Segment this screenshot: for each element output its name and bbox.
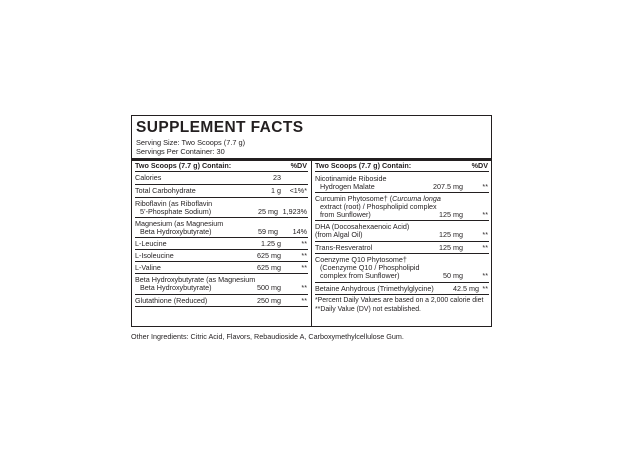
left-header-contains: Two Scoops (7.7 g) Contain:	[135, 161, 232, 170]
nutrient-name-line2: Beta Hydroxybutyrate)	[140, 283, 212, 292]
nutrient-name: Glutathione (Reduced)	[135, 295, 208, 305]
nutrient-amount: 1 g	[271, 186, 281, 195]
nutrient-amount: 50 mg	[443, 271, 463, 280]
nutrient-row	[315, 254, 489, 283]
nutrient-name: Trans-Resveratrol	[315, 243, 373, 252]
nutrient-name-line2: (from Algal Oil)	[315, 230, 363, 239]
nutrient-amount: 625 mg	[257, 251, 281, 260]
nutrient-row	[315, 221, 489, 242]
nutrient-name-line1: Nicotinamide Riboside	[315, 173, 387, 183]
panel-title: SUPPLEMENT FACTS	[136, 119, 304, 136]
column-divider	[311, 160, 312, 326]
nutrient-row	[135, 262, 308, 274]
nutrient-name-line1-prefix: Curcumin Phytosome† (	[315, 194, 393, 203]
nutrient-dv: **	[301, 295, 307, 305]
servings-per-container: Servings Per Container: 30	[136, 147, 225, 156]
other-ingredients: Other Ingredients: Citric Acid, Flavors, Rebaudioside A, Carboxymethylcellulose Gum.	[131, 332, 404, 341]
nutrient-dv: <1%*	[289, 186, 307, 195]
nutrient-amount: 625 mg	[257, 263, 281, 272]
nutrient-name: Betaine Anhydrous (Trimethylglycine)	[315, 283, 434, 293]
nutrient-dv: **	[482, 230, 488, 239]
nutrient-name-line3: from Sunflower)	[320, 210, 371, 219]
footnote-dv-not-established: **Daily Value (DV) not established.	[315, 305, 421, 313]
nutrient-name-line2: Beta Hydroxybutyrate)	[140, 226, 212, 236]
nutrient-amount: 207.5 mg	[433, 181, 463, 191]
nutrient-name-line3: complex from Sunflower)	[320, 271, 400, 280]
nutrient-row	[135, 218, 308, 239]
nutrient-name-line1: Beta Hydroxybutyrate (as Magnesium	[135, 275, 256, 284]
right-header-dv: %DV	[471, 161, 488, 170]
nutrient-name-line2: extract (root) / Phospholipid complex	[320, 202, 437, 211]
nutrient-row	[135, 185, 308, 198]
right-header	[315, 160, 489, 172]
nutrient-name: L-Isoleucine	[135, 251, 174, 260]
nutrient-amount: 23	[273, 173, 281, 182]
nutrient-dv: **	[482, 271, 488, 280]
nutrient-name: L-Leucine	[135, 239, 167, 248]
nutrient-dv: 14%	[292, 226, 307, 236]
nutrient-row	[135, 274, 308, 295]
serving-size: Serving Size: Two Scoops (7.7 g)	[136, 138, 246, 147]
right-header-contains: Two Scoops (7.7 g) Contain:	[315, 161, 412, 170]
nutrient-row	[315, 283, 489, 296]
nutrient-row	[135, 295, 308, 307]
nutrient-row	[315, 172, 489, 193]
nutrient-name-line2: (Coenzyme Q10 / Phospholipid	[320, 263, 420, 272]
nutrient-name: Calories	[135, 173, 162, 182]
nutrient-name-line1: Magnesium (as Magnesium	[135, 218, 224, 228]
nutrient-name: L-Valine	[135, 263, 161, 272]
nutrient-name-line1: Riboflavin (as Riboflavin	[135, 198, 213, 208]
nutrient-row	[135, 250, 308, 262]
nutrient-name-line1-italic: Curcuma longa	[392, 194, 441, 203]
nutrient-dv: **	[482, 210, 488, 219]
nutrient-amount: 500 mg	[257, 283, 281, 292]
nutrient-amount: 125 mg	[439, 243, 463, 252]
nutrient-name-line2: Hydrogen Malate	[320, 181, 375, 191]
nutrient-amount: 1.25 g	[261, 239, 281, 248]
nutrient-amount: 125 mg	[439, 210, 463, 219]
nutrient-name: Total Carbohydrate	[135, 186, 196, 195]
right-column	[315, 160, 489, 314]
nutrient-dv: **	[482, 283, 488, 293]
nutrient-dv: 1,923%	[282, 206, 307, 216]
footnote-dv-basis: *Percent Daily Values are based on a 2,000 calorie diet	[315, 297, 484, 304]
nutrient-amount: 125 mg	[439, 230, 463, 239]
left-header-dv: %DV	[290, 161, 307, 170]
nutrient-name-line2: 5’-Phosphate Sodium)	[140, 206, 212, 216]
nutrient-dv: **	[301, 239, 307, 248]
nutrient-name-line1: DHA (Docosahexaenoic Acid)	[315, 222, 410, 231]
nutrient-row	[315, 193, 489, 221]
nutrient-amount: 25 mg	[258, 206, 278, 216]
nutrient-dv: **	[301, 283, 307, 292]
left-column	[135, 160, 308, 307]
nutrient-row	[135, 238, 308, 250]
nutrient-dv: **	[482, 243, 488, 252]
nutrient-amount: 59 mg	[258, 226, 278, 236]
nutrient-name-line1: Coenzyme Q10 Phytosome†	[315, 255, 407, 264]
nutrient-dv: **	[482, 181, 488, 191]
left-header	[135, 160, 308, 172]
nutrient-amount: 42.5 mg	[453, 283, 479, 293]
supplement-facts-panel	[131, 115, 492, 327]
nutrient-dv: **	[301, 251, 307, 260]
nutrient-dv: **	[301, 263, 307, 272]
nutrient-row	[315, 242, 489, 254]
nutrient-row	[135, 172, 308, 185]
nutrient-amount: 250 mg	[257, 295, 281, 305]
nutrient-row	[135, 198, 308, 218]
